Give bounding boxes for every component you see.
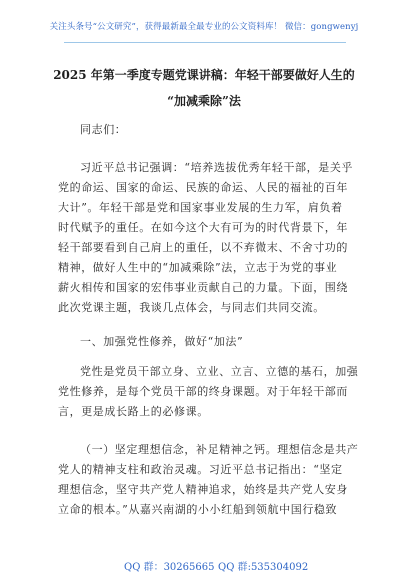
header-divider [64, 42, 346, 43]
paragraph-1-line-2: 党的命运、国家的命运、民族的命运、人民的福祉的百年 [58, 181, 348, 194]
paragraph-3-line-3: 理想信念，坚守共产党人精神追求，始终是共产党人安身 [58, 483, 348, 496]
paragraph-1-line-7: 薪火相传和国家的宏伟事业贡献自己的力量。下面，围绕 [58, 281, 348, 294]
paragraph-2-line-3: 言，更是成长路上的必修课。 [58, 405, 209, 418]
paragraph-3-line-2: 党人的精神支柱和政治灵魂。习近平总书记指出：“坚定 [58, 463, 343, 476]
footer-qq-group-1: QQ 群：30265665 [124, 562, 215, 573]
section-heading-1: 一、加强党性修养，做好“加法” [80, 335, 244, 348]
header-note: 关注头条号“公文研究”，获得最新最全最专业的公文资料库！ 微信：gongwenyj [49, 22, 359, 32]
paragraph-3-line-4: 立命的根本。”从嘉兴南湖的小小红船到领航中国行稳致 [58, 503, 338, 516]
document-title-line-1: 2025 年第一季度专题党课讲稿：年轻干部要做好人生的 [53, 68, 355, 82]
document-title-line-2: “加减乘除”法 [167, 94, 241, 108]
paragraph-3-line-1: （一）坚定理想信念，补足精神之钙。理想信念是共产 [80, 443, 359, 456]
paragraph-1-line-4: 时代赋予的重任。在如今这个大有可为的时代背景下，年 [58, 221, 348, 234]
footer-qq-group-2: QQ 群:535304092 [218, 562, 309, 573]
greeting: 同志们： [80, 123, 127, 136]
paragraph-2-line-2: 党性修养，是每个党员干部的终身课题。对于年轻干部而 [58, 385, 348, 398]
paragraph-2-line-1: 党性是党员干部立身、立业、立言、立德的基石，加强 [80, 365, 359, 378]
paragraph-1-line-5: 轻干部要看到自己肩上的重任，以不弃微末、不舍寸功的 [58, 241, 348, 254]
paragraph-1-line-3: 大计”。年轻干部是党和国家事业发展的生力军，肩负着 [58, 201, 343, 214]
paragraph-1-line-8: 此次党课主题，我谈几点体会，与同志们共同交流。 [58, 301, 325, 314]
paragraph-1-line-1: 习近平总书记强调：“培养选拔优秀年轻干部，是关乎 [80, 161, 354, 174]
paragraph-1-line-6: 精神，做好人生中的“加减乘除”法，立志于为党的事业 [58, 261, 338, 274]
